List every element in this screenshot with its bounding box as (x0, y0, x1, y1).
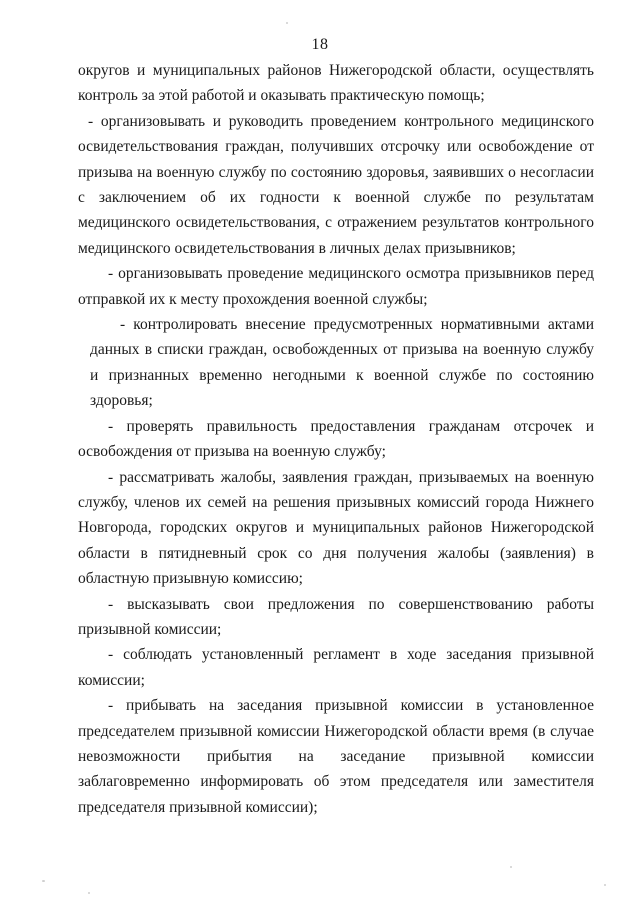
paragraph: - высказывать свои предложения по совершенствованию работы призывной комиссии; (78, 595, 594, 638)
paragraph: - проверять правильность предоставления гражданам отсрочек и освобождения от призыва на военную службу; (78, 417, 594, 461)
page-number: 18 (311, 36, 329, 53)
paragraph: - соблюдать установленный регламент в ходе заседания призывной комиссии; (78, 646, 594, 689)
paragraph: округов и муниципальных районов Нижегородской области, осуществлять контроль за этой работой и оказывать практическую помощь; (78, 62, 594, 105)
paragraph: - контролировать внесение предусмотренных нормативными актами данных в списки граждан, освобожденных от призыва на военную службу и признанных временно негодными к военной службе по состоянию здоровья; (90, 316, 594, 410)
scan-speck (88, 892, 90, 894)
paragraph: - прибывать на заседания призывной комиссии в установленное председателем призывной комиссии Нижегородской области время (в случае невозможности прибытия на заседание призывной комиссии заблаговременно информировать об этом председателя или заместителя председателя призывной комиссии); (78, 697, 594, 816)
paragraph: - организовывать проведение медицинского осмотра призывников перед отправкой их к месту прохождения военной службы; (78, 265, 594, 308)
paragraph: - организовывать и руководить проведением контрольного медицинского освидетельствования граждан, получивших отсрочку или освобождение от призыва на военную службу по состоянию здоровья, заявивших о несогласии с заключением об их годности к военной службе по результатам медицинского освидетельствования, с отражением результатов контрольного медицинского освидетельствования в личных делах призывников; (78, 112, 594, 257)
scan-speck (510, 866, 512, 868)
scan-speck (42, 880, 45, 882)
scan-speck (604, 884, 606, 886)
scan-speck (286, 22, 288, 24)
paragraph: - рассматривать жалобы, заявления граждан, призываемых на военную службу, членов их семей на решения призывных комиссий города Нижнего Новгорода, городских округов и муниципальных районов Нижегородской области в пятидневный срок со дня получения жалобы (заявления) в областную призывную комиссию; (78, 468, 594, 588)
document-body (78, 58, 594, 820)
